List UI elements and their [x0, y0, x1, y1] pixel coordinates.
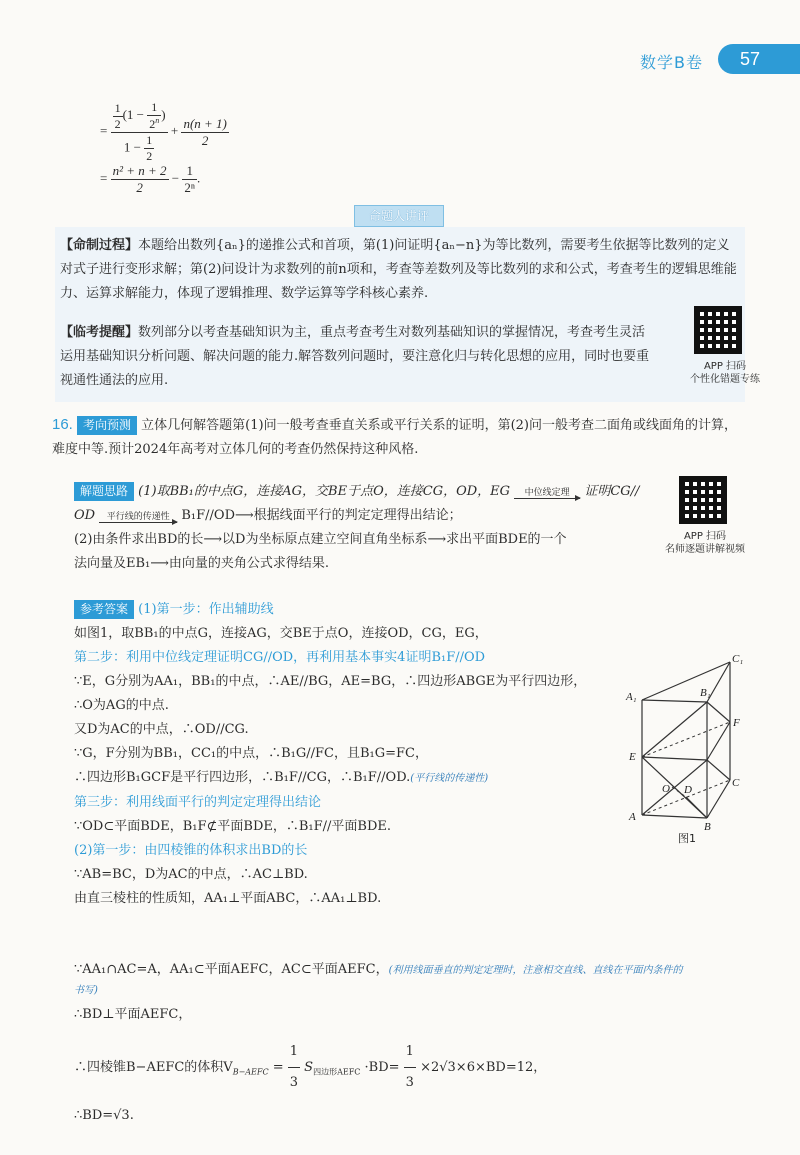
- label-O: O: [662, 783, 670, 795]
- inner-den: [147, 116, 161, 132]
- equals-sign-2: =: [100, 170, 108, 186]
- sum-den: 2: [201, 132, 209, 148]
- fraction-big-denominator: [111, 133, 168, 164]
- half-den: 2: [114, 116, 121, 131]
- den-half-num: 1: [146, 133, 153, 147]
- den-half-den: 2: [146, 149, 153, 163]
- sol-line-3: ∴O为AG的中点.: [74, 698, 169, 713]
- idea-line-4: 法向量及EB₁⟶由向量的夹角公式求得结果.: [74, 556, 330, 571]
- sol2-line-6: ∴BD=√3.: [74, 1108, 134, 1123]
- half-frac: [113, 101, 123, 132]
- num-open: (1 −: [122, 106, 145, 122]
- qr1-caption-1: APP 扫码: [703, 361, 747, 372]
- fraction-big-numerator: [111, 100, 168, 133]
- idea-text-2b: B₁F//OD⟶根据线面平行的判定定理得出结论；: [181, 508, 462, 523]
- vol-text-a: ∴四棱锥B−AEFC的体积V: [74, 1060, 233, 1075]
- vol-f2-den: 3: [405, 1075, 414, 1090]
- step-1-2: 第二步：利用中位线定理证明CG//OD，再利用基本事实4证明B₁F//OD: [74, 650, 486, 665]
- tip-label: 【临考提醒】: [60, 325, 139, 340]
- qr-block-2: [655, 476, 755, 556]
- num-close: ): [161, 106, 166, 122]
- qr-block-1: [680, 306, 770, 386]
- q16-idea: [74, 480, 654, 576]
- step-1-1: (1)第一步：作出辅助线: [138, 602, 274, 617]
- idea-text-1b: 证明CG//: [584, 484, 640, 499]
- sol-line-6-note: (平行线的传递性): [410, 773, 489, 784]
- header-title: 数学B卷: [640, 53, 703, 72]
- answer-head: [74, 598, 614, 622]
- step-1-3: 第三步：利用线面平行的判定定理得出结论: [74, 795, 322, 810]
- sol2-line-5: [74, 1037, 754, 1098]
- idea-line-2: [74, 504, 654, 528]
- commentary-banner: 命题人讲评: [354, 205, 444, 227]
- vol-text-e: ×2√3×6×BD=12，: [420, 1060, 547, 1075]
- den-half: [144, 133, 154, 164]
- qr2-caption-2: 名师逐题讲解视频: [665, 544, 745, 555]
- fraction-pow: [182, 163, 197, 196]
- pow-den: 2ⁿ: [184, 180, 195, 195]
- arrow-midline: [514, 488, 580, 499]
- fraction-result: [111, 163, 169, 196]
- forecast-text: 立体几何解答题第(1)问一般考查垂直关系或平行关系的证明，第(2)问一般考查二面角或线面角的计算，难度中等.预计2024年高考对立体几何的考查仍然保持这种风格.: [52, 418, 737, 457]
- sol-line-5: ∵G，F分别为BB₁，CC₁的中点，∴B₁G//FC，且B₁G=FC，: [74, 746, 428, 761]
- qr-code-icon[interactable]: [694, 306, 742, 354]
- label-A1: A₁: [626, 691, 637, 703]
- sol2-line-1: ∵AB=BC，D为AC的中点，∴AC⊥BD.: [74, 867, 308, 882]
- sol-line-6-text: ∴四边形B₁GCF是平行四边形，∴B₁F//CG，∴B₁F//OD.: [74, 770, 411, 785]
- vol-eq: =: [272, 1060, 284, 1075]
- inner-den-exp: n: [155, 116, 160, 125]
- arrow1-line: [514, 498, 580, 499]
- figure-caption: 图1: [678, 832, 696, 845]
- sol-line-4: 又D为AC的中点，∴OD//CG.: [74, 722, 249, 737]
- label-D: D: [684, 784, 692, 796]
- vol-f1-den: 3: [289, 1075, 299, 1090]
- vol-f1-num: 1: [288, 1037, 300, 1068]
- tag-forecast: 考向预测: [77, 416, 137, 435]
- sol-line-2: ∵E，G分别为AA₁，BB₁的中点，∴AE//BG，AE=BG，∴四边形ABGE为平行四边形，: [74, 674, 587, 689]
- sol2-line-3-note: (利用线面垂直的判定定理时，注意相交直线、直线在平面内条件的: [388, 965, 683, 976]
- arrow1-label: 中位线定理: [524, 488, 570, 498]
- figure-1-prism: [620, 650, 770, 850]
- label-B1: B₁: [700, 687, 711, 699]
- label-C1: C₁: [732, 653, 744, 665]
- label-E: E: [629, 751, 636, 763]
- inner-num: 1: [147, 100, 161, 116]
- result-num: n² + n + 2: [112, 163, 167, 178]
- half-num: 1: [114, 100, 121, 115]
- sol-line-1: 如图1，取BB₁的中点G，连接AG，交BE于点O，连接OD，CG，EG，: [74, 626, 488, 641]
- sol2-line-3: [74, 958, 754, 983]
- formula-line-1: [100, 100, 229, 164]
- vol-text-d: ·BD=: [364, 1060, 400, 1075]
- equals-sign: =: [100, 122, 108, 138]
- label-A: A: [629, 811, 636, 823]
- inner-frac: [147, 100, 161, 132]
- step-2-1: (2)第一步：由四棱锥的体积求出BD的长: [74, 843, 308, 858]
- label-F: F: [733, 717, 740, 729]
- inner-den-base: 2: [149, 117, 156, 131]
- vol-s: S: [304, 1060, 314, 1075]
- sol2-line-3-note-2: 书写): [74, 985, 98, 996]
- result-den: 2: [136, 180, 143, 195]
- plus-sign: +: [170, 122, 179, 138]
- minus-sign: −: [171, 170, 180, 186]
- question-number: 16.: [52, 416, 73, 433]
- tag-answer: 参考答案: [74, 600, 134, 619]
- arrow2-line: [99, 522, 177, 523]
- vol-f2-num: 1: [404, 1037, 416, 1068]
- vol-frac-1: [288, 1037, 300, 1098]
- vol-sub: B−AEFC: [232, 1067, 269, 1077]
- sol2-line-4: ∴BD⊥平面AEFC，: [74, 1007, 192, 1022]
- q16-solution: [74, 598, 614, 911]
- tag-idea: 解题思路: [74, 482, 134, 501]
- qr2-caption-1: APP 扫码: [683, 531, 727, 542]
- period: .: [197, 170, 201, 186]
- pow-num: 1: [182, 163, 197, 180]
- process-text: 本题给出数列{aₙ}的递推公式和首项，第(1)问证明{aₙ−n}为等比数列，需要考生依据等比数列的定义对式子进行变形求解；第(2)问设计为求数列的前n项和，考查等差数列及等比数列的求和公式，考查考生的逻辑思维能力、运算求解能力，体现了逻辑推理、数学运算等学科核心素养.: [60, 238, 737, 301]
- tip-text: 数列部分以考查基础知识为主，重点考查考生对数列基础知识的掌握情况，考查考生灵活运用基础知识分析问题、解决问题的能力.解答数列问题时，要注意化归与转化思想的应用，同时也要重视通性通法的应用.: [60, 325, 650, 388]
- vol-sub2: 四边形AEFC: [313, 1067, 361, 1077]
- fraction-big: [111, 100, 168, 164]
- label-C: C: [732, 777, 740, 789]
- idea-text-1a: (1)取BB₁的中点G，连接AG，交BE于点O，连接CG，OD，EG: [138, 484, 511, 499]
- page-number: 57: [718, 44, 800, 74]
- qr1-caption-2: 个性化错题专练: [690, 374, 760, 385]
- process-label: 【命制过程】: [60, 238, 139, 253]
- arrow-parallel: [99, 512, 177, 523]
- idea-line-3: (2)由条件求出BD的长⟶以D为坐标原点建立空间直角坐标系⟶求出平面BDE的一个: [74, 532, 567, 547]
- idea-line-1: [74, 480, 654, 504]
- vol-frac-2: [404, 1037, 416, 1098]
- sum-num: n(n + 1): [183, 115, 227, 131]
- formula-line-2: [100, 163, 200, 196]
- idea-text-2a: OD: [74, 508, 96, 523]
- q16-forecast: [52, 413, 742, 462]
- den-one-minus: 1 −: [123, 139, 142, 155]
- label-B: B: [704, 821, 711, 833]
- sol-line-7: ∵OD⊂平面BDE，B₁F⊄平面BDE，∴B₁F//平面BDE.: [74, 819, 391, 834]
- commentary-process: [60, 234, 740, 306]
- sol2-line-2: 由直三棱柱的性质知，AA₁⊥平面ABC，∴AA₁⊥BD.: [74, 891, 382, 906]
- qr-code-icon-2[interactable]: [679, 476, 727, 524]
- sol-line-6: [74, 766, 614, 791]
- sol2-line-3-text: ∵AA₁∩AC=A，AA₁⊂平面AEFC，AC⊂平面AEFC，: [74, 962, 389, 977]
- commentary-tip: [60, 321, 655, 393]
- arrow2-label: 平行线的传递性: [106, 512, 170, 522]
- q16-solution-wide: [74, 958, 754, 1128]
- fraction-sum: [181, 116, 228, 149]
